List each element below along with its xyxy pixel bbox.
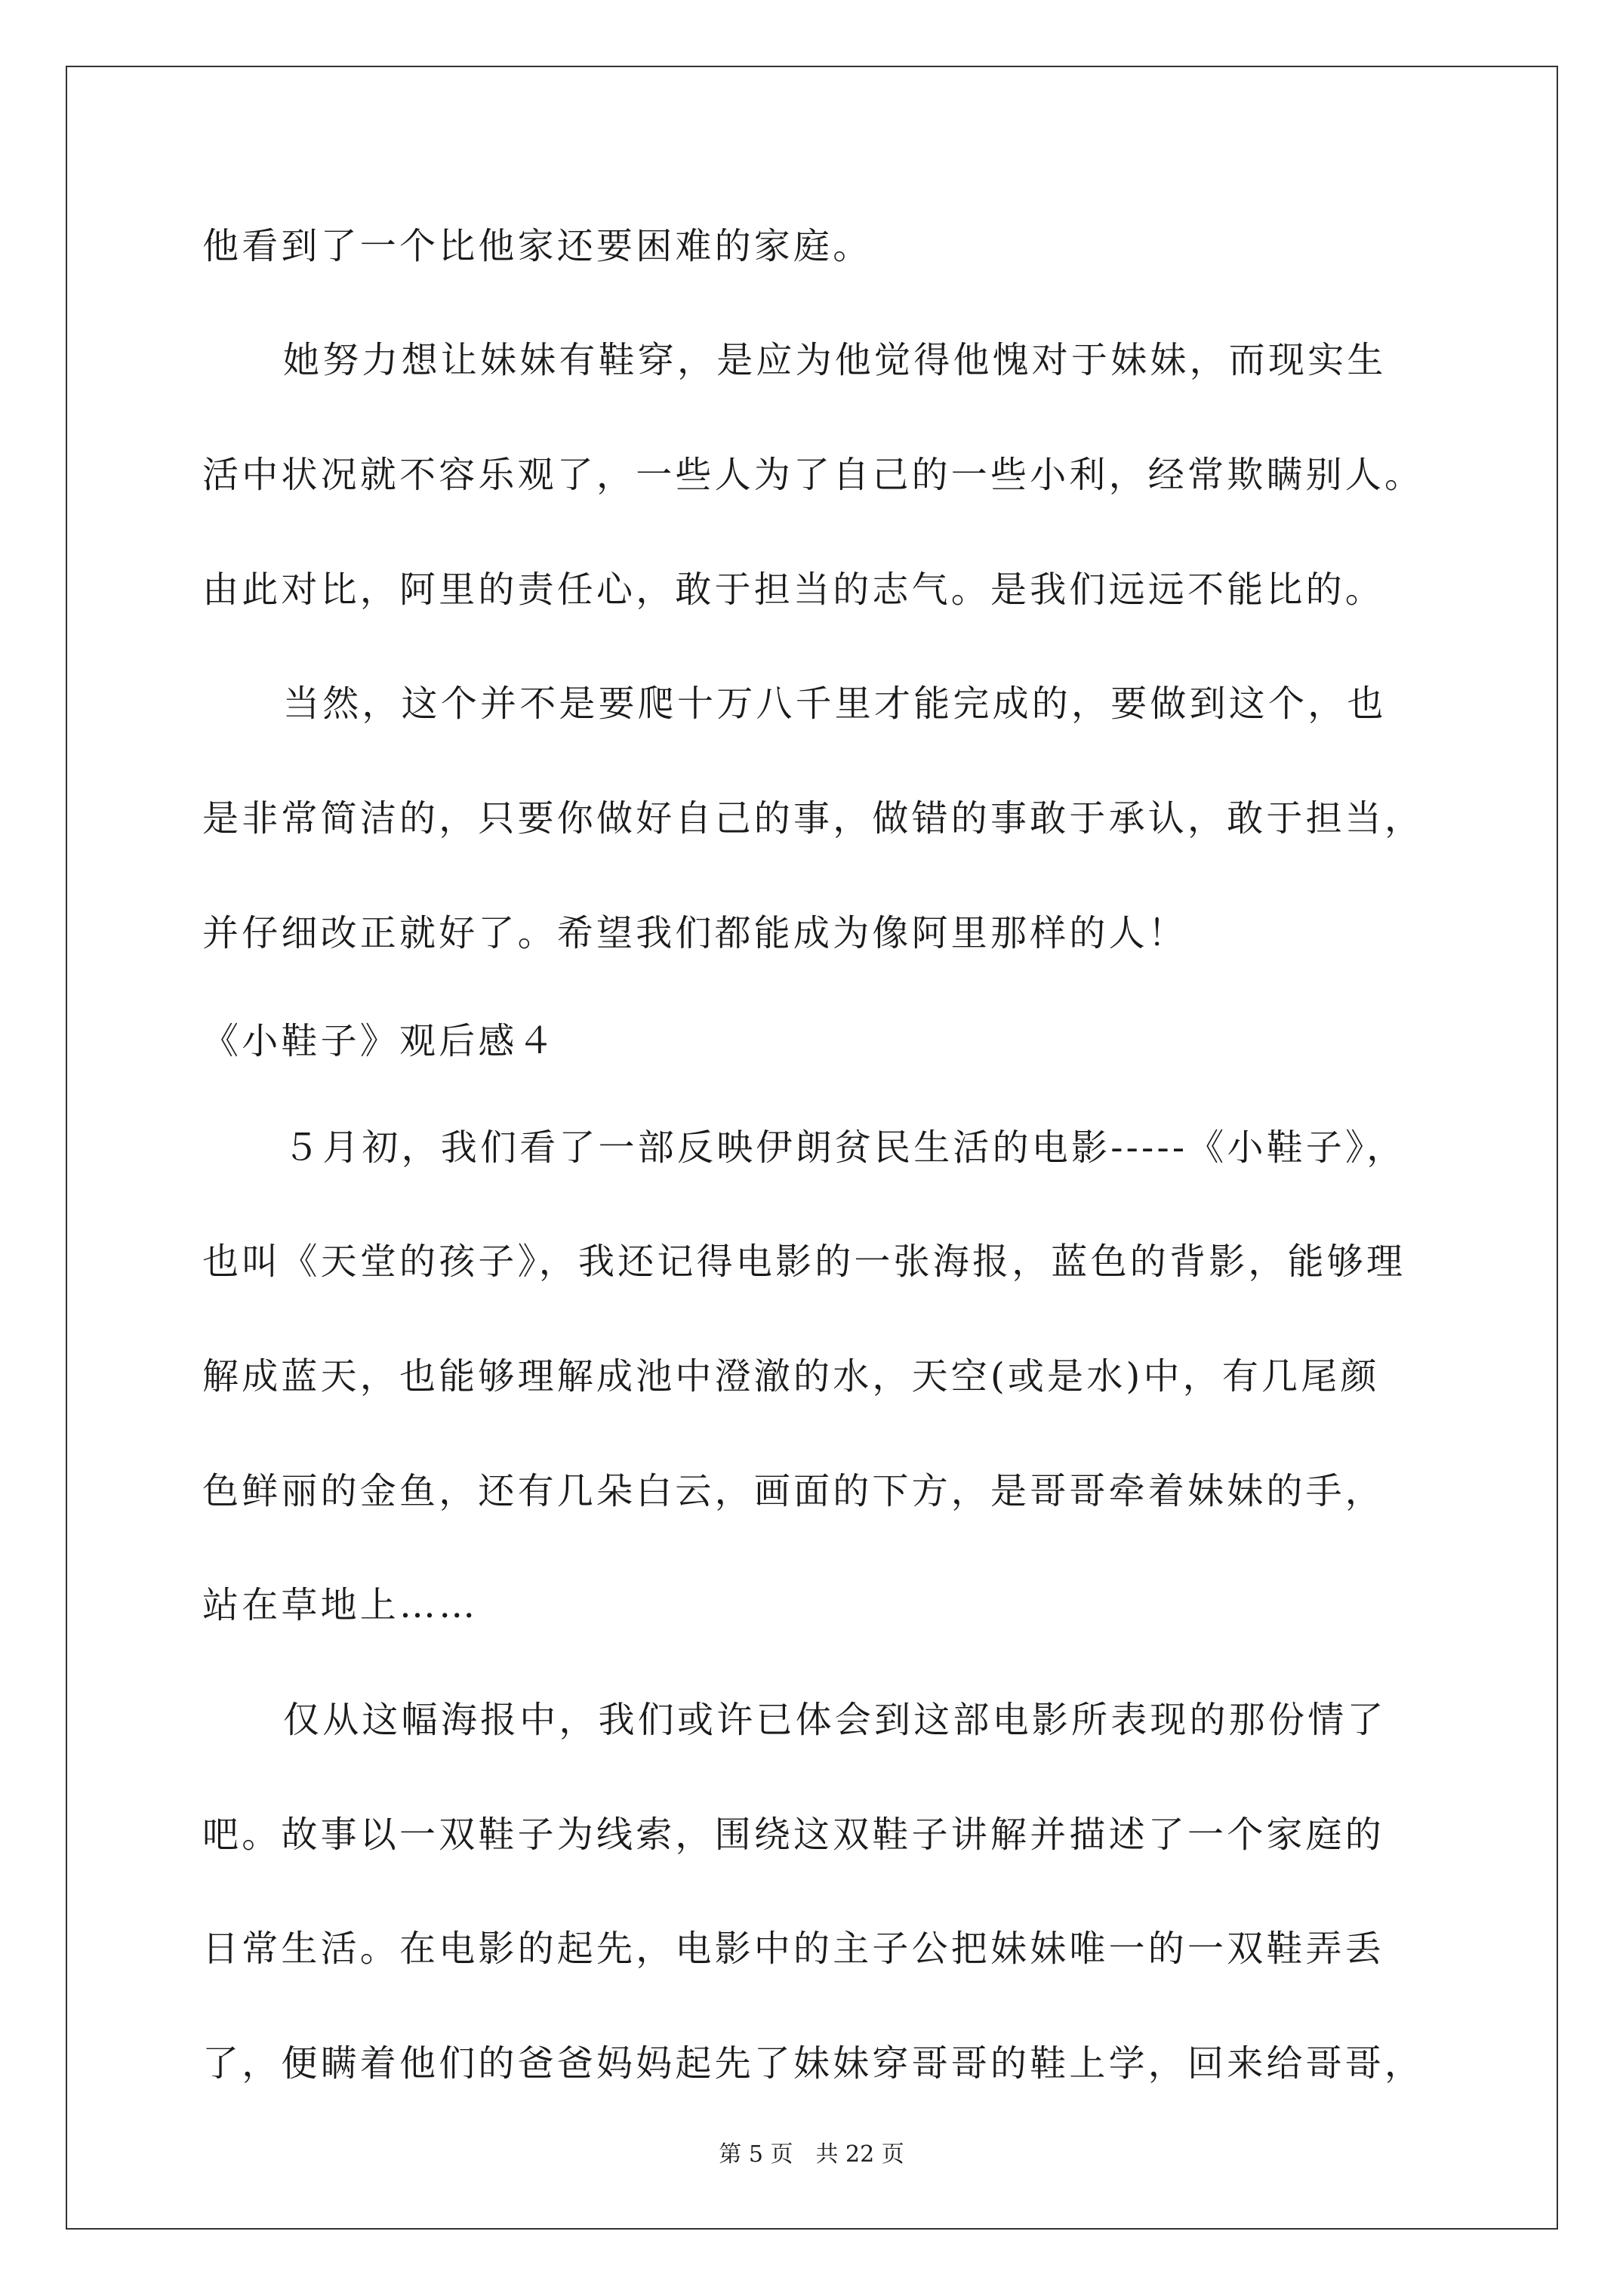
paragraph-start-line: 当然，这个并不是要爬十万八千里才能完成的，要做到这个，也 — [283, 683, 1387, 725]
text-line: 吧。故事以一双鞋子为线索，围绕这双鞋子讲解并描述了一个家庭的 — [202, 1814, 1385, 1856]
text-line: 也叫《天堂的孩子》，我还记得电影的一张海报，蓝色的背影，能够理 — [202, 1240, 1406, 1283]
text-line: 站在草地上…… — [202, 1584, 479, 1626]
text-line: 色鲜丽的金鱼，还有几朵白云，画面的下方，是哥哥牵着妹妹的手， — [202, 1470, 1385, 1512]
text-line: 日常生活。在电影的起先，电影中的主子公把妹妹唯一的一双鞋弄丢 — [202, 1928, 1385, 1970]
paragraph-start-line: 她努力想让妹妹有鞋穿，是应为他觉得他愧对于妹妹，而现实生 — [283, 339, 1387, 381]
section-heading: 《小鞋子》观后感４ — [202, 1020, 557, 1062]
text-line: 是非常简洁的，只要你做好自己的事，做错的事敢于承认，敢于担当， — [202, 797, 1424, 840]
text-line: 了，便瞒着他们的爸爸妈妈起先了妹妹穿哥哥的鞋上学，回来给哥哥， — [202, 2042, 1424, 2085]
paragraph-start-line: 仅从这幅海报中，我们或许已体会到这部电影所表现的那份情了 — [283, 1699, 1387, 1741]
paragraph-start-line: ５月初，我们看了一部反映伊朗贫民生活的电影-----《小鞋子》， — [283, 1126, 1406, 1169]
text-line: 活中状况就不容乐观了，一些人为了自己的一些小利，经常欺瞒别人。 — [202, 454, 1424, 496]
text-line: 解成蓝天，也能够理解成池中澄澈的水，天空(或是水)中，有几尾颜 — [202, 1355, 1380, 1398]
page-number-footer: 第 5 页 共 22 页 — [719, 2141, 904, 2168]
text-line: 他看到了一个比他家还要困难的家庭。 — [202, 225, 873, 267]
text-line: 并仔细改正就好了。希望我们都能成为像阿里那样的人！ — [202, 912, 1188, 954]
text-line: 由此对比，阿里的责任心，敢于担当的志气。是我们远远不能比的。 — [202, 569, 1385, 611]
